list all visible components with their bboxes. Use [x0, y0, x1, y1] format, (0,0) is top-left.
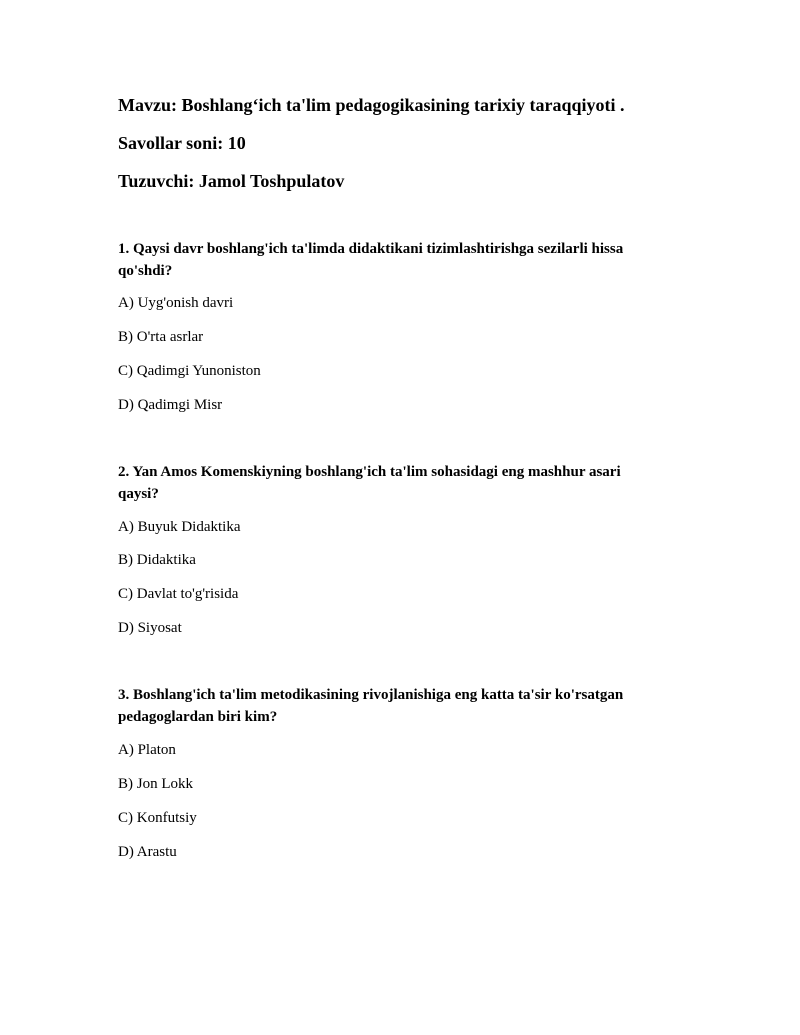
topic-heading: Mavzu: Boshlang‘ich ta'lim pedagogikasining tarixiy taraqqiyoti . — [118, 95, 625, 115]
answer-option: C) Qadimgi Yunoniston — [118, 363, 261, 379]
answer-option: C) Konfutsiy — [118, 810, 197, 826]
answer-option: B) O'rta asrlar — [118, 329, 204, 345]
answer-option: A) Buyuk Didaktika — [118, 519, 241, 535]
answer-option: A) Uyg'onish davri — [118, 295, 234, 311]
answer-option: D) Siyosat — [118, 620, 182, 636]
answer-option: A) Platon — [118, 742, 176, 758]
answer-option: B) Jon Lokk — [118, 776, 193, 792]
question-count-heading: Savollar soni: 10 — [118, 133, 246, 153]
author-heading: Tuzuvchi: Jamol Toshpulatov — [118, 171, 345, 191]
answer-option: D) Arastu — [118, 844, 177, 860]
question-text: 1. Qaysi davr boshlang'ich ta'limda didaktikani tizimlashtirishga sezilarli hissa qo'shdi? — [118, 241, 624, 279]
question-text: 3. Boshlang'ich ta'lim metodikasining rivojlanishiga eng katta ta'sir ko'rsatgan pedagoglardan biri kim? — [118, 687, 624, 725]
question-text: 2. Yan Amos Komenskiyning boshlang'ich ta'lim sohasidagi eng mashhur asari qaysi? — [118, 464, 621, 502]
answer-option: B) Didaktika — [118, 552, 196, 568]
answer-option: C) Davlat to'g'risida — [118, 586, 239, 602]
answer-option: D) Qadimgi Misr — [118, 397, 223, 413]
